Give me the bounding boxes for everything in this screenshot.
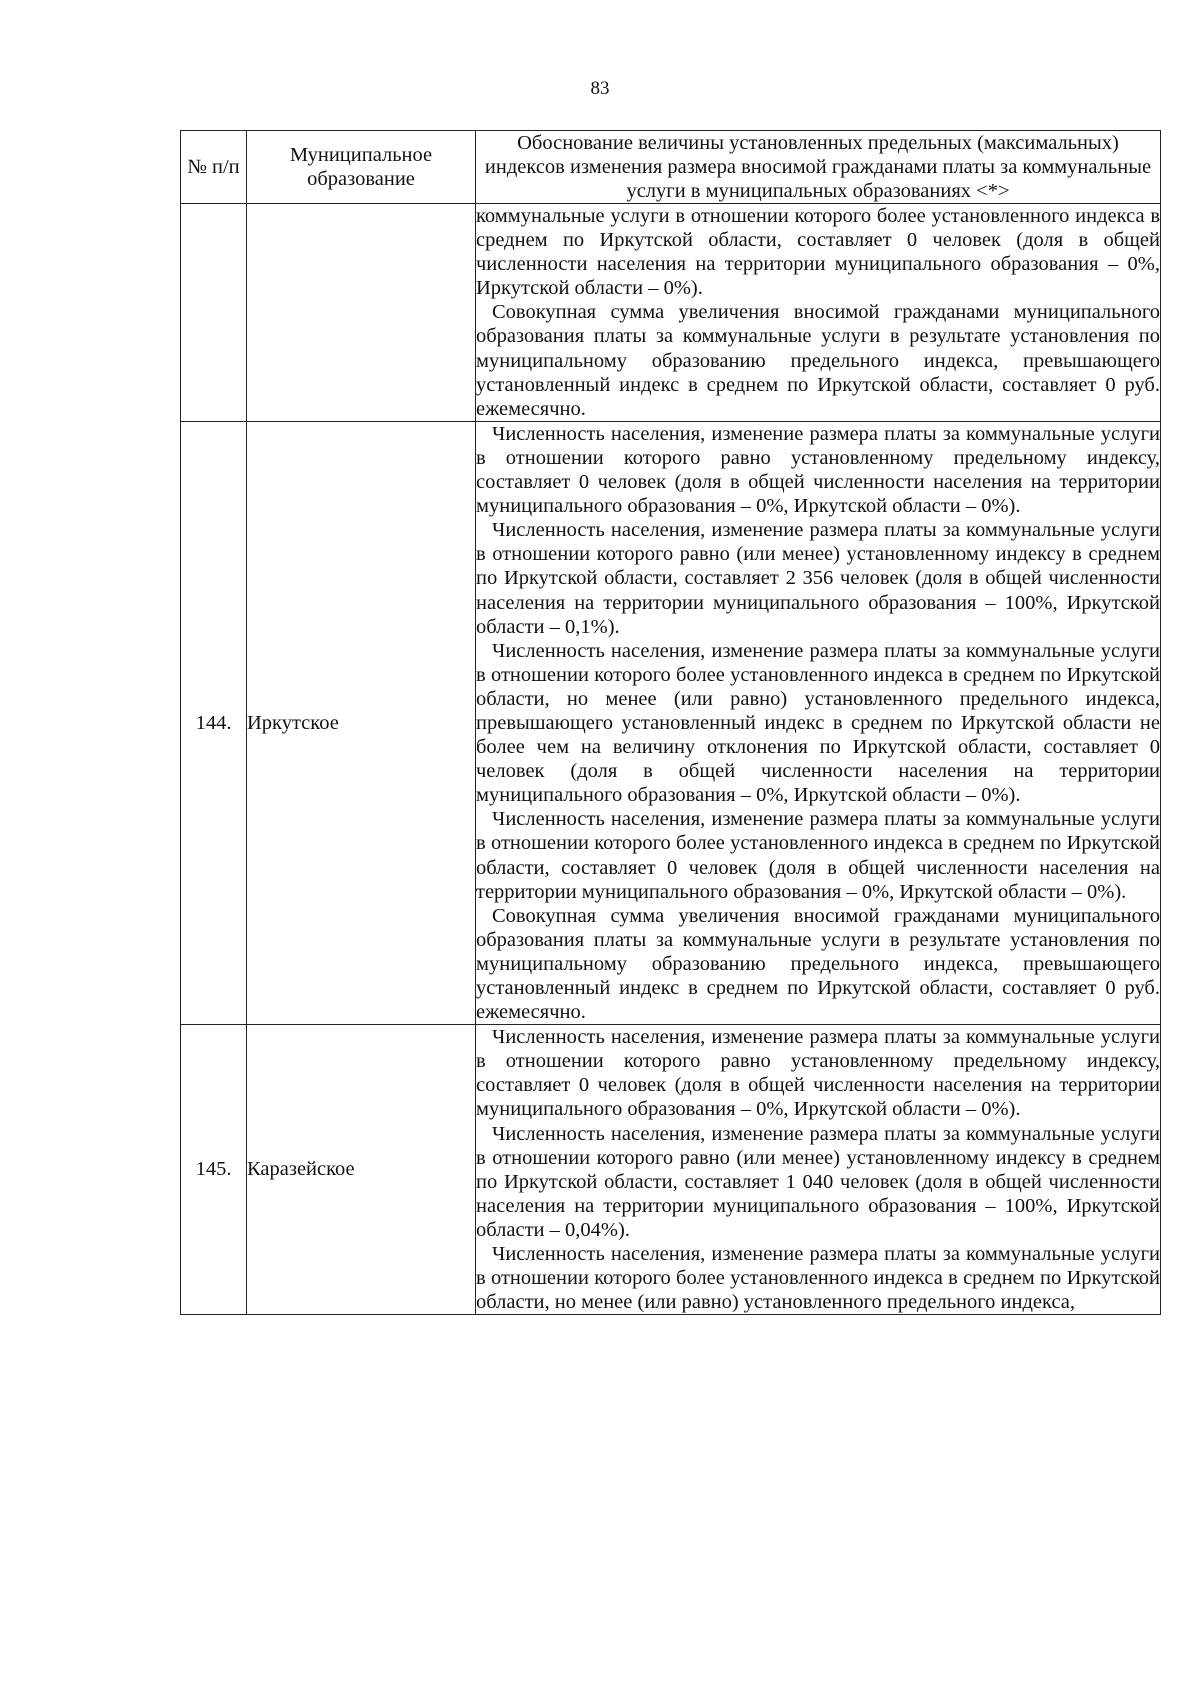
header-municipality: Муниципальное образование <box>247 131 476 204</box>
header-number: № п/п <box>181 131 247 204</box>
row-number: 144. <box>181 421 247 1024</box>
justification-cell <box>476 1025 1161 1315</box>
table-row <box>181 204 1161 422</box>
table-header-row <box>181 131 1161 204</box>
justification-cell <box>476 204 1161 422</box>
municipality-name: Иркутское <box>247 421 476 1024</box>
justification-paragraph: Численность населения, изменение размера платы за коммунальные услуги в отношении которого равно (или менее) установленному индексу в среднем по Иркутской области, составляет 1 040 человек (доля в общей численности населения на территории муниципального образования – 100%, Иркутской области – 0,04%). <box>476 1122 1160 1241</box>
row-number <box>181 204 247 422</box>
row-number: 145. <box>181 1025 247 1315</box>
page-number: 83 <box>590 78 610 99</box>
justification-paragraph: Численность населения, изменение размера платы за коммунальные услуги в отношении которого более установленного индекса в среднем по Иркутской области, но менее (или равно) установленного предельного индекса, превышающего установленный индекс в среднем по Иркутской области не более чем на величину отклонения по Иркутской области, составляет 0 человек (доля в общей численности населения на территории муниципального образования – 0%, Иркутской области – 0%). <box>476 639 1160 807</box>
justification-paragraph: Численность населения, изменение размера платы за коммунальные услуги в отношении которого более установленного индекса в среднем по Иркутской области, но менее (или равно) установленного предельного индекса, <box>476 1243 1160 1314</box>
tariff-index-table <box>180 130 1161 1315</box>
justification-paragraph: Совокупная сумма увеличения вносимой гражданами муниципального образования платы за коммунальные услуги в результате установления по муниципальному образованию предельного индекса, превышающего установленный индекс в среднем по Иркутской области, составляет 0 руб. ежемесячно. <box>476 904 1160 1024</box>
justification-cell <box>476 421 1161 1024</box>
justification-paragraph: Совокупная сумма увеличения вносимой гражданами муниципального образования платы за коммунальные услуги в результате установления по муниципальному образованию предельного индекса, превышающего установленный индекс в среднем по Иркутской области, составляет 0 руб. ежемесячно. <box>476 301 1160 420</box>
justification-paragraph: Численность населения, изменение размера платы за коммунальные услуги в отношении которого равно установленному предельному индексу, составляет 0 человек (доля в общей численности населения на территории муниципального образования – 0%, Иркутской области – 0%). <box>476 1026 1160 1121</box>
justification-paragraph: Численность населения, изменение размера платы за коммунальные услуги в отношении которого равно установленному предельному индексу, составляет 0 человек (доля в общей численности населения на территории муниципального образования – 0%, Иркутской области – 0%). <box>476 422 1160 518</box>
table-row <box>181 1025 1161 1315</box>
municipality-name: Каразейское <box>247 1025 476 1315</box>
justification-paragraph: Численность населения, изменение размера платы за коммунальные услуги в отношении которого равно (или менее) установленному индексу в среднем по Иркутской области, составляет 2 356 человек (доля в общей численности населения на территории муниципального образования – 100%, Иркутской области – 0,1%). <box>476 519 1160 638</box>
table-row <box>181 421 1161 1024</box>
header-justification: Обоснование величины установленных предельных (максимальных) индексов изменения размера вносимой гражданами платы за коммунальные услуги в муниципальных образованиях <*> <box>476 131 1161 204</box>
municipality-name <box>247 204 476 422</box>
justification-paragraph: коммунальные услуги в отношении которого более установленного индекса в среднем по Иркутской области, составляет 0 человек (доля в общей численности населения на территории муниципального образования – 0%, Иркутской области – 0%). <box>476 205 1160 300</box>
justification-paragraph: Численность населения, изменение размера платы за коммунальные услуги в отношении которого более установленного индекса в среднем по Иркутской области, составляет 0 человек (доля в общей численности населения на территории муниципального образования – 0%, Иркутской области – 0%). <box>476 808 1160 903</box>
